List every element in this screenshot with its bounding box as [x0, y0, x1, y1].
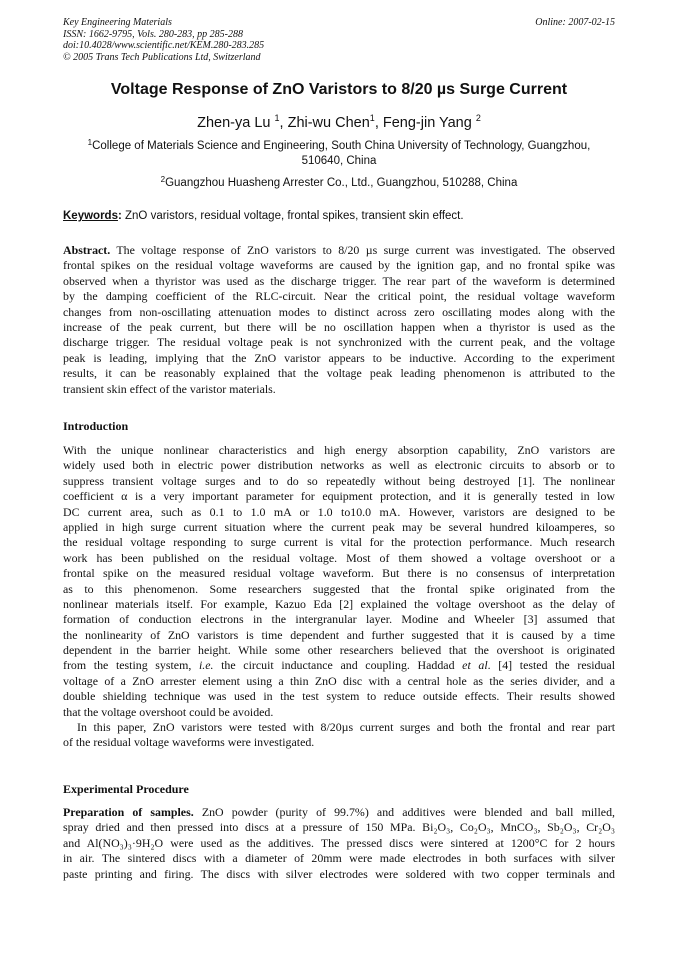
intro-line: With the unique nonlinear characteristics and high energy absorption capability, ZnO varistors are: [63, 443, 615, 457]
affiliation-2: [63, 176, 615, 191]
abstract-line: changes from non-oscillating attenuation modes to distinct across zero oscillating modes along with the: [63, 304, 615, 319]
intro-line: from the testing system, i.e. the circuit inductance and coupling. Haddad et al. [4] tested the residual: [63, 658, 615, 673]
exp-line: spray dried and then pressed into discs at a pressure of 150 MPa. Bi₂O₃, Co₂O₃, MnCO₃, Sb₂O₃, Cr₂O₃: [63, 820, 615, 835]
intro-line: suppress transient voltage surges and to do so repeatedly without being destroyed [1]. The nonlinear: [63, 473, 615, 488]
keywords-text: ZnO varistors, residual voltage, frontal spikes, transient skin effect.: [121, 210, 464, 222]
exp-line: paste printing and firing. The discs with silver electrodes were soldered with two copper terminals and: [63, 866, 615, 881]
copyright: © 2005 Trans Tech Publications Ltd, Switzerland: [63, 51, 261, 63]
abstract-line: discharge trigger. The residual voltage peak is not synchronized with the current peak, and the voltage: [63, 335, 615, 350]
preparation-label: Preparation of samples.: [63, 805, 194, 819]
abstract-line: transient skin effect of the varistor materials.: [63, 381, 276, 396]
experimental-heading: Experimental Procedure: [63, 782, 189, 796]
abstract-line: The voltage response of ZnO varistors to 8/20 µs surge current was investigated. The observed: [110, 243, 615, 257]
keywords-label: Keywords: [63, 210, 118, 222]
abstract-label: Abstract.: [63, 243, 111, 257]
paper-title: Voltage Response of ZnO Varistors to 8/20 µs Surge Current: [110, 81, 568, 98]
affiliation-1: [63, 139, 615, 169]
intro-line: the residual voltage responding to surge current is vital for the protection performance. Much research: [63, 535, 615, 550]
intro-line: the nonlinearity of ZnO varistors is time dependent and further suggested that it is caused by a time: [63, 627, 615, 642]
affiliation-1-line1: College of Materials Science and Engineering, South China University of Technology, Guangzhou,: [92, 140, 591, 152]
intro-line: double shielding technique was used in the test system to reduce outside effects. Their results showed: [63, 689, 615, 704]
intro-line: nonlinear materials itself. For example, Kazuo Eda [2] explained the voltage overshoot as the delay of: [63, 596, 615, 611]
intro-line: voltage of a ZnO arrester element using a thin ZnO disc with a central hole as the series divider, and a: [63, 673, 615, 688]
intro-line: as to this phenomenon. Some researchers suggested that the frontal spike originated from the: [63, 581, 615, 596]
intro-line: widely used both in electric power distribution networks as well as electronic circuits to absorb or to: [63, 458, 615, 473]
introduction-body: [63, 443, 615, 751]
author-2: , Zhi-wu Chen: [279, 115, 370, 131]
introduction-heading: Introduction: [63, 419, 129, 433]
author-1-affil: 1: [274, 113, 280, 123]
intro-line: of the residual voltage waveforms were investigated.: [63, 735, 315, 750]
affiliation-1-number: 1: [87, 138, 93, 147]
experimental-body: [63, 805, 615, 882]
intro-line: frontal spike on the measured residual voltage waveform. But there is no consensus of interpretation: [63, 566, 615, 581]
keywords: [63, 210, 615, 222]
intro-line: DC current area, such as 0.1 to 1.0 mA or 1.0 to10.0 mA. However, varistors are designed to be: [63, 504, 615, 519]
exp-line: and Al(NO₃)₃·9H₂O were used as the additives. The pressed discs were sintered at 1200°C for 2 hours: [63, 835, 615, 850]
author-3: , Feng-jin Yang: [374, 115, 472, 131]
abstract-line: increase of the peak current, but there will be no oscillation happen when a thyristor is used as the: [63, 319, 615, 334]
online-date: Online: 2007-02-15: [535, 17, 615, 28]
intro-line: work has been published on the residual voltage. Most of them showed a voltage overshoot or a: [63, 550, 615, 565]
keywords-colon: :: [117, 210, 122, 222]
journal-header: [63, 17, 264, 63]
affiliation-2-number: 2: [160, 175, 166, 184]
issn: ISSN: 1662-9795, Vols. 280-283, pp 285-288: [63, 28, 243, 40]
abstract-line: frontal spikes on the residual voltage waveforms are caused by the ignition gap, and no frontal spike was: [63, 258, 615, 273]
intro-line: that the voltage overshoot could be avoided.: [63, 704, 274, 719]
abstract-line: observed when a thyristor was used as the discharge trigger. The rear part of the waveform is determined: [63, 273, 615, 288]
author-2-affil: 1: [369, 113, 375, 123]
exp-line: in air. The sintered discs with a diameter of 20mm were made electrodes in both surfaces with silver: [63, 851, 615, 866]
exp-line: ZnO powder (purity of 99.7%) and additives were blended and ball milled,: [193, 805, 615, 819]
abstract-line: peak is leading, implying that the ZnO varistor appears to be inductive. According to the experiment: [63, 350, 615, 365]
doi[interactable]: doi:10.4028/www.scientific.net/KEM.280-283.285: [63, 40, 265, 51]
affiliation-1-line2: 510640, China: [301, 155, 377, 167]
abstract-line: by the damping coefficient of the RLC-circuit. Near the critical point, the residual voltage waveform: [63, 289, 615, 304]
abstract-line: results, it can be reasonably explained that the voltage peak leading phenomenon is attributed to the: [63, 366, 615, 381]
authors: [40, 115, 638, 131]
intro-line: coefficient α is a very important parameter for equipment protection, and it is generally tested in low: [63, 489, 615, 504]
affiliation-2-text: Guangzhou Huasheng Arrester Co., Ltd., Guangzhou, 510288, China: [165, 177, 518, 189]
intro-line: formation of conduction electrons in the intergranular layer. Modine and Wheeler [3] assumed that: [63, 612, 615, 627]
intro-line: applied in high surge current situation where the current peak may be several hundred kiloamperes, so: [63, 519, 615, 534]
author-1: Zhen-ya Lu: [197, 115, 271, 131]
intro-line: In this paper, ZnO varistors were tested with 8/20µs current surges and both the frontal and rear part: [77, 720, 615, 735]
intro-line: dependent in the barrier height. While some other researchers believed that the overshoot is originated: [63, 643, 615, 658]
journal-name: Key Engineering Materials: [63, 17, 172, 28]
abstract: [63, 243, 615, 397]
author-3-affil: 2: [475, 113, 481, 123]
